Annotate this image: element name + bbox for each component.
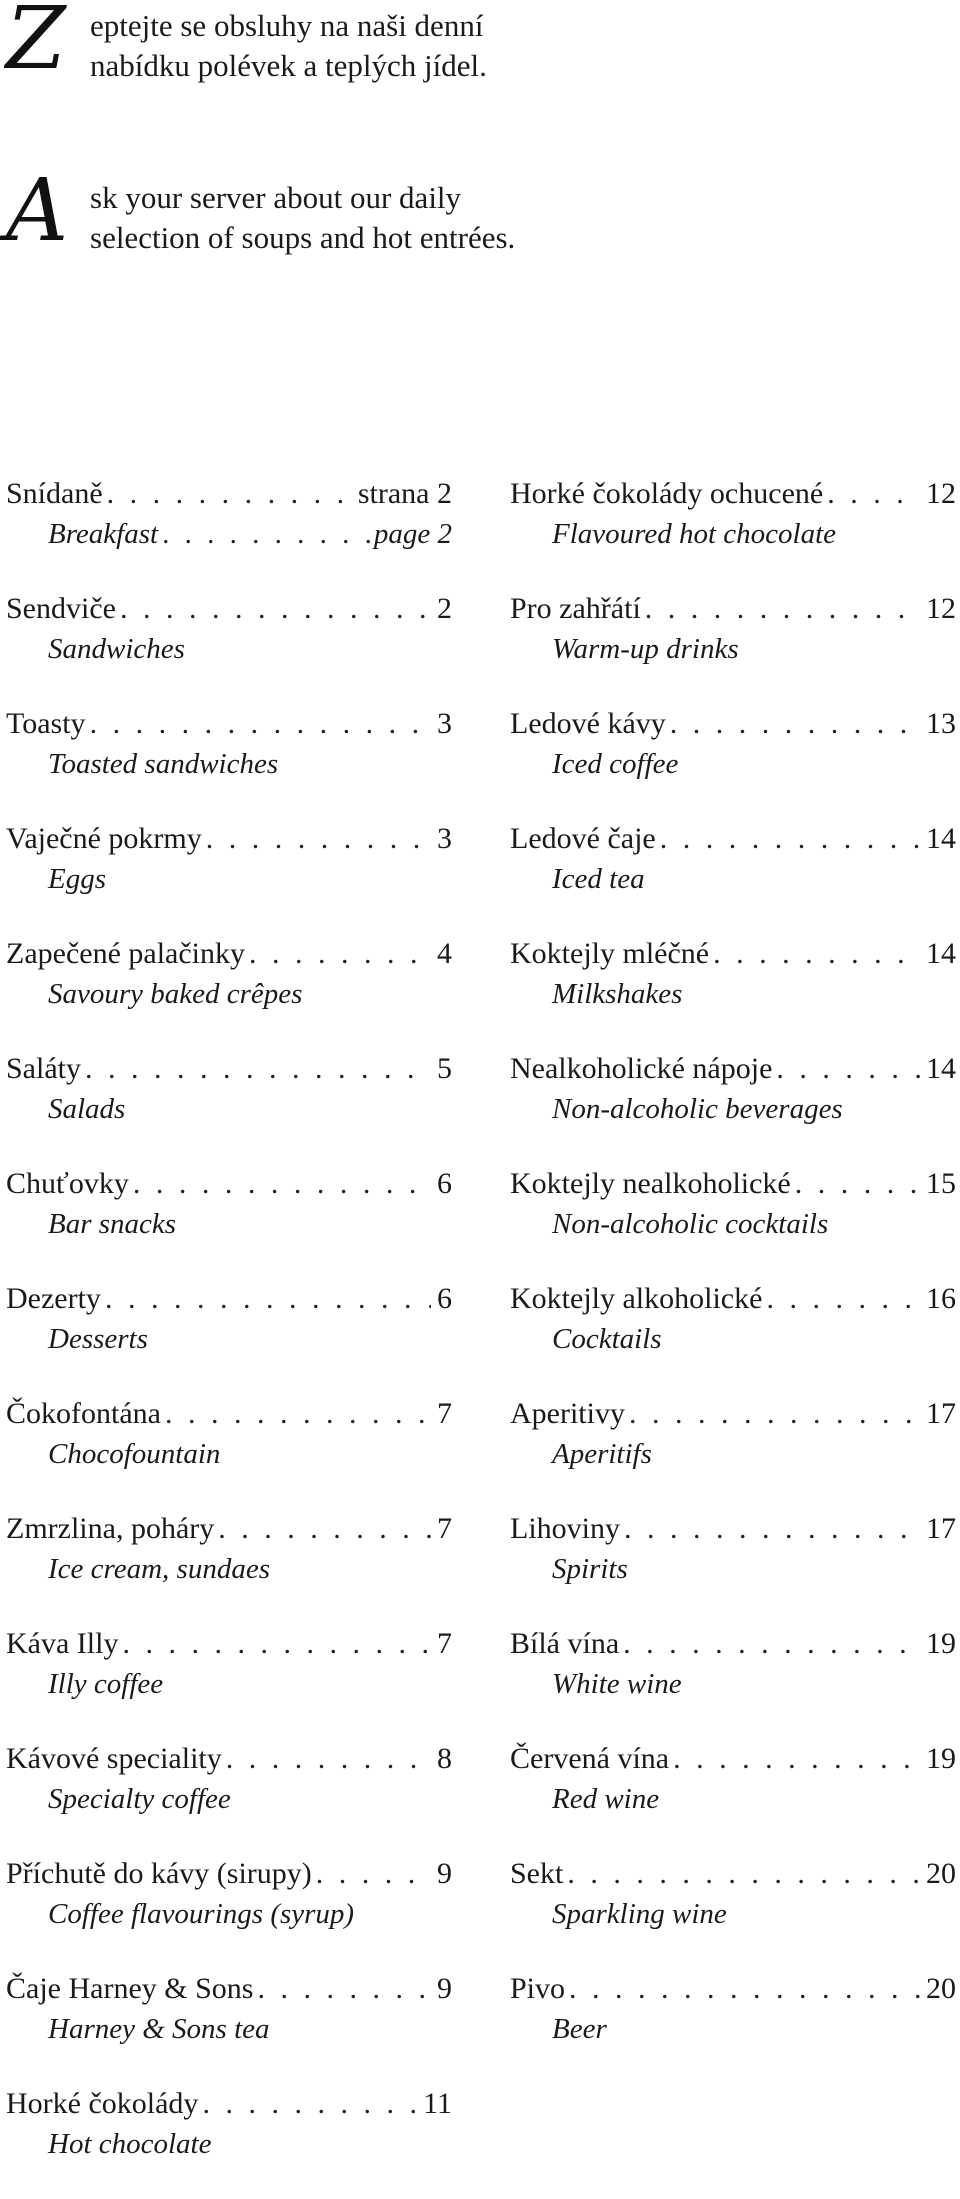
section-title: Sekt: [510, 1857, 564, 1890]
page-number: strana 2: [357, 477, 452, 510]
section-subtitle-row: [6, 1894, 452, 1934]
section-subtitle-row: [510, 1319, 956, 1359]
section-subtitle-row: [6, 974, 452, 1014]
dot-leader: [776, 1049, 920, 1089]
dot-leader: [645, 589, 920, 629]
section-subtitle-row: [510, 1779, 956, 1819]
dot-leader: [218, 1509, 431, 1549]
section-title: Bílá vína: [510, 1627, 620, 1660]
toc-entry[interactable]: [6, 1279, 452, 1394]
page-number: 16: [926, 1282, 956, 1315]
page-number: 7: [437, 1397, 452, 1430]
toc-row: [6, 934, 452, 974]
section-subtitle-row: [6, 629, 452, 669]
intro-line: sk your server about our daily: [90, 180, 462, 215]
toc-entry[interactable]: [510, 819, 956, 934]
section-subtitle: Harney & Sons tea: [48, 2013, 270, 2045]
toc-entry[interactable]: [510, 474, 956, 589]
toc-row: [6, 1279, 452, 1319]
toc-row: [510, 934, 956, 974]
page-number: 14: [926, 822, 956, 855]
dot-leader: [133, 1164, 431, 1204]
section-subtitle-row: [510, 744, 956, 784]
section-subtitle: Hot chocolate: [48, 2128, 212, 2160]
dot-leader: [623, 1624, 920, 1664]
section-subtitle: Bar snacks: [48, 1208, 177, 1240]
dot-leader: [105, 1279, 431, 1319]
section-subtitle: Toasted sandwiches: [48, 748, 279, 780]
page-number: 19: [926, 1742, 956, 1775]
section-title: Horké čokolády ochucené: [510, 477, 824, 510]
toc-entry[interactable]: [6, 934, 452, 1049]
toc-row: [6, 704, 452, 744]
toc-row: [510, 1624, 956, 1664]
section-title: Kávové speciality: [6, 1742, 222, 1775]
dot-leader: [660, 819, 920, 859]
toc-row: [510, 1509, 956, 1549]
intro-line: eptejte se obsluhy na naši denní: [90, 8, 484, 43]
section-subtitle: Aperitifs: [552, 1438, 652, 1470]
toc-entry[interactable]: [510, 1854, 956, 1969]
section-subtitle-row: [510, 1204, 956, 1244]
page-number: 14: [926, 937, 956, 970]
section-subtitle: Non-alcoholic beverages: [552, 1093, 843, 1125]
section-subtitle-row: [510, 1664, 956, 1704]
intro-line: nabídku polévek a teplých jídel.: [90, 48, 487, 83]
section-subtitle: Milkshakes: [552, 978, 683, 1010]
intro-line: selection of soups and hot entrées.: [90, 220, 516, 255]
toc-entry[interactable]: [510, 1624, 956, 1739]
section-title: Saláty: [6, 1052, 81, 1085]
toc-row: [6, 2084, 452, 2124]
section-title: Snídaně: [6, 477, 103, 510]
toc-row: [6, 1854, 452, 1894]
section-subtitle-row: [510, 859, 956, 899]
section-subtitle-row: [510, 629, 956, 669]
page-number: 13: [926, 707, 956, 740]
toc-entry[interactable]: [6, 1739, 452, 1854]
page-number: 11: [423, 2087, 452, 2120]
dot-leader: [85, 1049, 431, 1089]
section-title: Horké čokolády: [6, 2087, 199, 2120]
page-number: 2: [437, 592, 452, 625]
toc-entry[interactable]: [6, 1394, 452, 1509]
section-title: Koktejly nealkoholické: [510, 1167, 791, 1200]
section-subtitle-row: [510, 1089, 956, 1129]
toc-entry[interactable]: [510, 1739, 956, 1854]
section-subtitle-row: [6, 2009, 452, 2049]
dot-leader: [226, 1739, 431, 1779]
section-subtitle-row: [6, 2124, 452, 2164]
contents-column-left: [6, 474, 452, 2199]
page-number: 12: [926, 477, 956, 510]
toc-row: [6, 819, 452, 859]
drop-cap: A: [6, 161, 69, 261]
toc-row: [510, 704, 956, 744]
page-number: 17: [926, 1397, 956, 1430]
dot-leader: [165, 1394, 431, 1434]
dot-leader: [673, 1739, 920, 1779]
section-subtitle: Chocofountain: [48, 1438, 221, 1470]
section-title: Zmrzlina, poháry: [6, 1512, 215, 1545]
section-subtitle-row: [6, 1779, 452, 1819]
section-title: Pivo: [510, 1972, 566, 2005]
section-title: Aperitivy: [510, 1397, 625, 1430]
section-subtitle-row: [6, 859, 452, 899]
toc-row: [6, 474, 452, 514]
drop-cap: Z: [6, 0, 66, 89]
toc-row: [510, 1739, 956, 1779]
section-title: Čokofontána: [6, 1397, 161, 1430]
section-subtitle: Specialty coffee: [48, 1783, 231, 1815]
section-subtitle-row: [6, 1319, 452, 1359]
toc-entry[interactable]: [6, 819, 452, 934]
section-title: Ledové kávy: [510, 707, 666, 740]
dot-leader: [713, 934, 920, 974]
dot-leader: [162, 514, 370, 554]
toc-row: [510, 1969, 956, 2009]
section-subtitle: Flavoured hot chocolate: [552, 518, 837, 550]
section-subtitle: Ice cream, sundaes: [48, 1553, 270, 1585]
dot-leader: [629, 1394, 920, 1434]
section-subtitle-row: [510, 974, 956, 1014]
toc-row: [510, 474, 956, 514]
section-title: Dezerty: [6, 1282, 101, 1315]
dot-leader: [257, 1969, 431, 2009]
dot-leader: [827, 474, 920, 514]
toc-entry[interactable]: [6, 1854, 452, 1969]
page-number: 17: [926, 1512, 956, 1545]
toc-row: [510, 1394, 956, 1434]
section-subtitle-row: [6, 1434, 452, 1474]
page-number: 8: [437, 1742, 452, 1775]
section-subtitle-row: [6, 1664, 452, 1704]
toc-entry[interactable]: [6, 2084, 452, 2199]
section-title: Příchutě do kávy (sirupy): [6, 1857, 312, 1890]
section-title: Vaječné pokrmy: [6, 822, 202, 855]
section-subtitle: Warm-up drinks: [552, 633, 739, 665]
toc-entry[interactable]: [6, 1164, 452, 1279]
section-title: Čaje Harney & Sons: [6, 1972, 254, 2005]
section-title: Pro zahřátí: [510, 592, 641, 625]
toc-row: [510, 589, 956, 629]
section-subtitle-row: [510, 1434, 956, 1474]
dot-leader: [122, 1624, 431, 1664]
page-number: 5: [437, 1052, 452, 1085]
dot-leader: [120, 589, 431, 629]
dot-leader: [202, 2084, 417, 2124]
section-title: Káva Illy: [6, 1627, 119, 1660]
dot-leader: [107, 474, 352, 514]
contents-column-right: [510, 474, 956, 2084]
section-subtitle: Breakfast: [48, 518, 159, 550]
section-subtitle-row: [6, 1089, 452, 1129]
page-number: 20: [926, 1857, 956, 1890]
toc-entry[interactable]: [6, 1969, 452, 2084]
page-number: 14: [926, 1052, 956, 1085]
section-subtitle: Non-alcoholic cocktails: [552, 1208, 829, 1240]
dot-leader: [249, 934, 431, 974]
toc-row: [6, 1049, 452, 1089]
toc-row: [510, 1279, 956, 1319]
toc-row: [6, 1624, 452, 1664]
section-subtitle: Sandwiches: [48, 633, 185, 665]
toc-entry[interactable]: [6, 1624, 452, 1739]
section-subtitle: White wine: [552, 1668, 682, 1700]
section-title: Toasty: [6, 707, 86, 740]
toc-entry[interactable]: [6, 1049, 452, 1164]
toc-entry[interactable]: [510, 704, 956, 819]
toc-row: [6, 1394, 452, 1434]
section-title: Ledové čaje: [510, 822, 656, 855]
toc-row: [6, 1969, 452, 2009]
section-title: Koktejly mléčné: [510, 937, 710, 970]
toc-entry[interactable]: [510, 934, 956, 1049]
page-number: 9: [437, 1972, 452, 2005]
page-number: 9: [437, 1857, 452, 1890]
toc-row: [510, 1049, 956, 1089]
section-title: Nealkoholické nápoje: [510, 1052, 773, 1085]
dot-leader: [624, 1509, 920, 1549]
section-subtitle-row: [510, 2009, 956, 2049]
dot-leader: [206, 819, 431, 859]
section-subtitle: Iced coffee: [552, 748, 679, 780]
section-subtitle-row: [6, 514, 452, 554]
section-subtitle: Illy coffee: [48, 1668, 164, 1700]
section-subtitle: Red wine: [552, 1783, 660, 1815]
toc-row: [6, 1739, 452, 1779]
toc-row: [6, 1509, 452, 1549]
toc-entry[interactable]: [6, 704, 452, 819]
dot-leader: [90, 704, 431, 744]
dot-leader: [795, 1164, 920, 1204]
dot-leader: [316, 1854, 431, 1894]
toc-entry[interactable]: [510, 589, 956, 704]
section-subtitle: Desserts: [48, 1323, 148, 1355]
toc-row: [510, 819, 956, 859]
toc-entry[interactable]: [510, 1049, 956, 1164]
section-subtitle-row: [6, 1204, 452, 1244]
section-subtitle-row: [510, 514, 956, 554]
page-number: 4: [437, 937, 452, 970]
section-subtitle-row: [6, 1549, 452, 1589]
section-subtitle: Eggs: [48, 863, 106, 895]
page-number: 3: [437, 707, 452, 740]
toc-entry[interactable]: [510, 1394, 956, 1509]
toc-row: [510, 1854, 956, 1894]
section-subtitle: Salads: [48, 1093, 126, 1125]
section-title: Lihoviny: [510, 1512, 620, 1545]
page-number: 6: [437, 1282, 452, 1315]
dot-leader: [766, 1279, 920, 1319]
section-subtitle: Savoury baked crêpes: [48, 978, 303, 1010]
section-title: Sendviče: [6, 592, 116, 625]
section-subtitle: Sparkling wine: [552, 1898, 727, 1930]
dot-leader: [567, 1854, 920, 1894]
section-subtitle: Coffee flavourings (syrup): [48, 1898, 355, 1930]
subtitle-page: page 2: [373, 518, 452, 550]
section-subtitle: Spirits: [552, 1553, 628, 1585]
section-title: Chuťovky: [6, 1167, 129, 1200]
section-title: Koktejly alkoholické: [510, 1282, 763, 1315]
page-number: 19: [926, 1627, 956, 1660]
dot-leader: [569, 1969, 920, 2009]
toc-row: [6, 1164, 452, 1204]
toc-entry[interactable]: [6, 1509, 452, 1624]
page-number: 15: [926, 1167, 956, 1200]
page-number: 7: [437, 1512, 452, 1545]
page-number: 12: [926, 592, 956, 625]
dot-leader: [670, 704, 920, 744]
toc-entry[interactable]: [510, 1279, 956, 1394]
section-subtitle-row: [510, 1549, 956, 1589]
page-number: 7: [437, 1627, 452, 1660]
section-subtitle: Beer: [552, 2013, 607, 2045]
section-subtitle-row: [6, 744, 452, 784]
page-number: 3: [437, 822, 452, 855]
section-title: Červená vína: [510, 1742, 670, 1775]
toc-entry[interactable]: [6, 589, 452, 704]
toc-entry[interactable]: [510, 1509, 956, 1624]
toc-entry[interactable]: [510, 1164, 956, 1279]
section-title: Zapečené palačinky: [6, 937, 246, 970]
page-number: 20: [926, 1972, 956, 2005]
toc-row: [510, 1164, 956, 1204]
toc-entry[interactable]: [6, 474, 452, 589]
section-subtitle-row: [510, 1894, 956, 1934]
section-subtitle: Iced tea: [552, 863, 645, 895]
page-number: 6: [437, 1167, 452, 1200]
toc-row: [6, 589, 452, 629]
toc-entry[interactable]: [510, 1969, 956, 2084]
section-subtitle: Cocktails: [552, 1323, 662, 1355]
